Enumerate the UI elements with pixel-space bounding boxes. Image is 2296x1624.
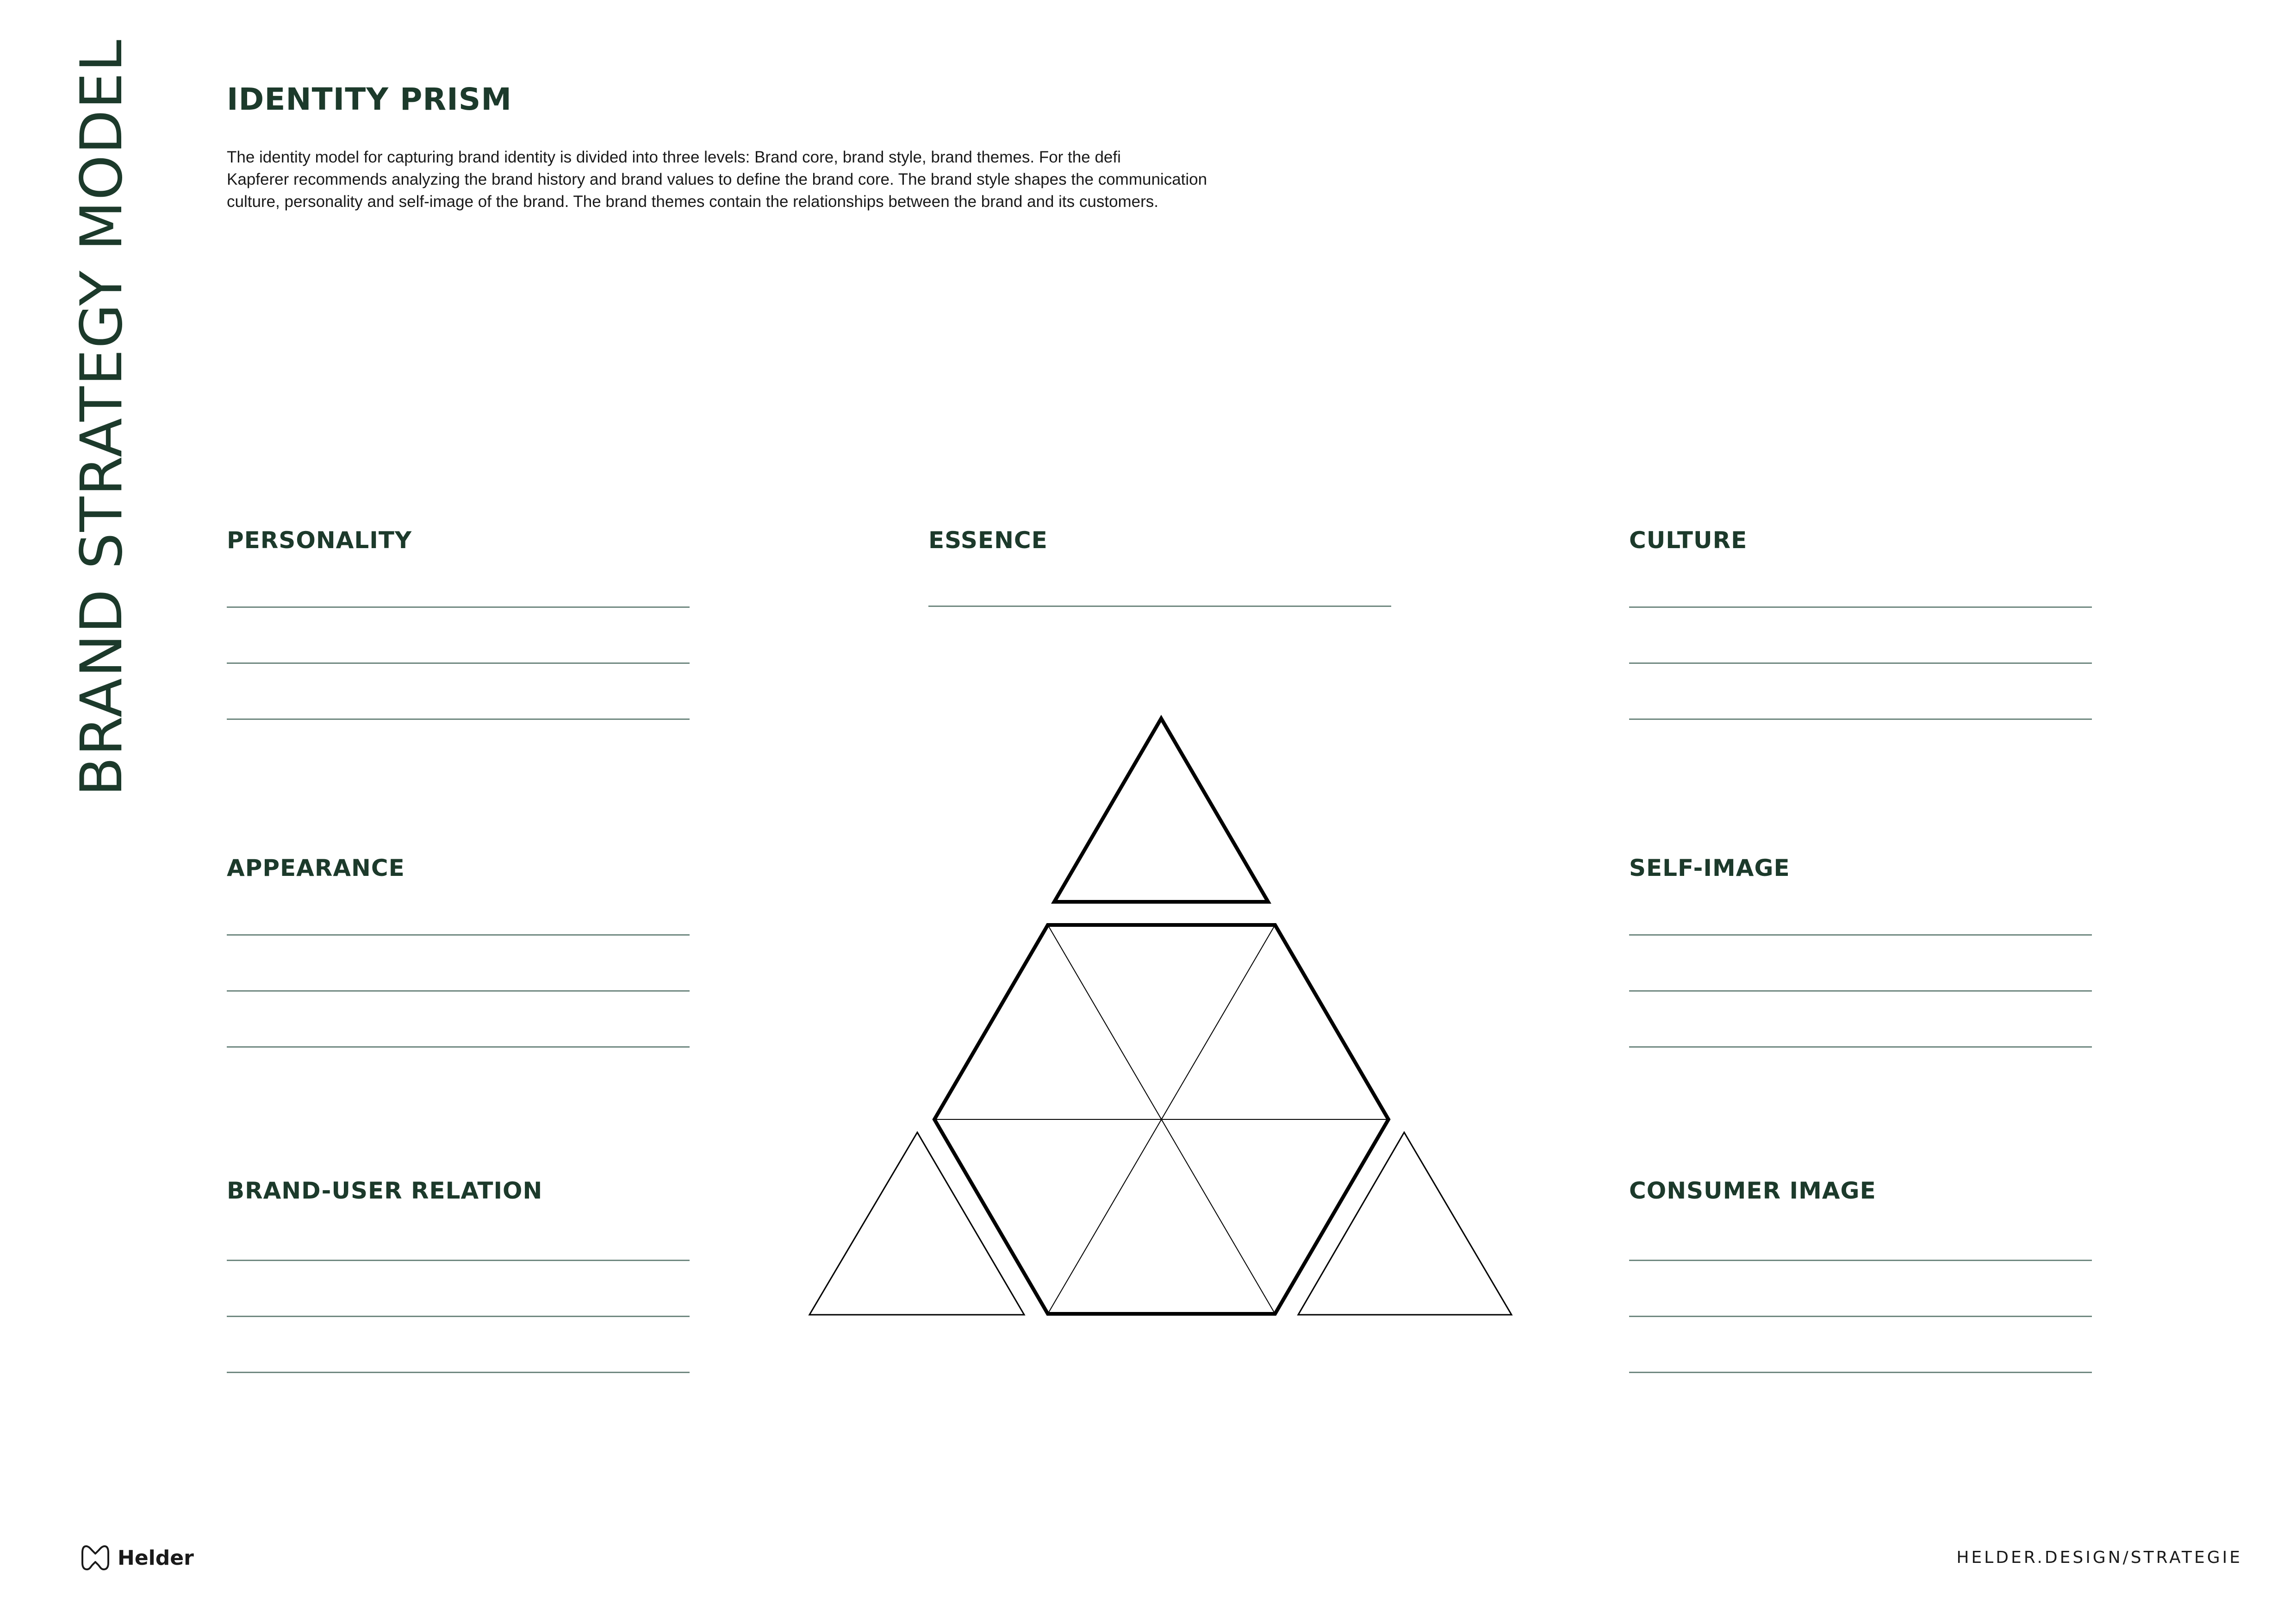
prism-top-triangle (1054, 718, 1268, 902)
helder-logo-icon (81, 1544, 109, 1571)
brand-name: Helder (118, 1546, 194, 1570)
section-heading: SELF-IMAGE (1629, 855, 1790, 881)
section-heading: ESSENCE (928, 527, 1048, 554)
page-title: IDENTITY PRISM (227, 81, 512, 117)
intro-line: culture, personality and self-image of the brand. The brand themes contain the relationships between the brand and its customers. (227, 193, 1159, 211)
intro-line: Kapferer recommends analyzing the brand history and brand values to define the brand core. The brand style shapes the communication (227, 170, 1207, 188)
section-heading: CULTURE (1629, 527, 1748, 554)
prism-right-triangle (1298, 1132, 1512, 1315)
section-heading: BRAND-USER RELATION (227, 1177, 543, 1204)
sidebar-title: BRAND STRATEGY MODEL (68, 38, 135, 796)
section-heading: APPEARANCE (227, 855, 405, 881)
footer-url[interactable]: HELDER.DESIGN/STRATEGIE (1956, 1548, 2242, 1567)
intro-line: The identity model for capturing brand identity is divided into three levels: Brand core, brand style, brand themes. For the defi (227, 148, 1121, 166)
prism-left-triangle (809, 1132, 1024, 1315)
footer-logo[interactable] (81, 1544, 194, 1571)
section-heading: CONSUMER IMAGE (1629, 1177, 1876, 1204)
section-heading: PERSONALITY (227, 527, 412, 554)
